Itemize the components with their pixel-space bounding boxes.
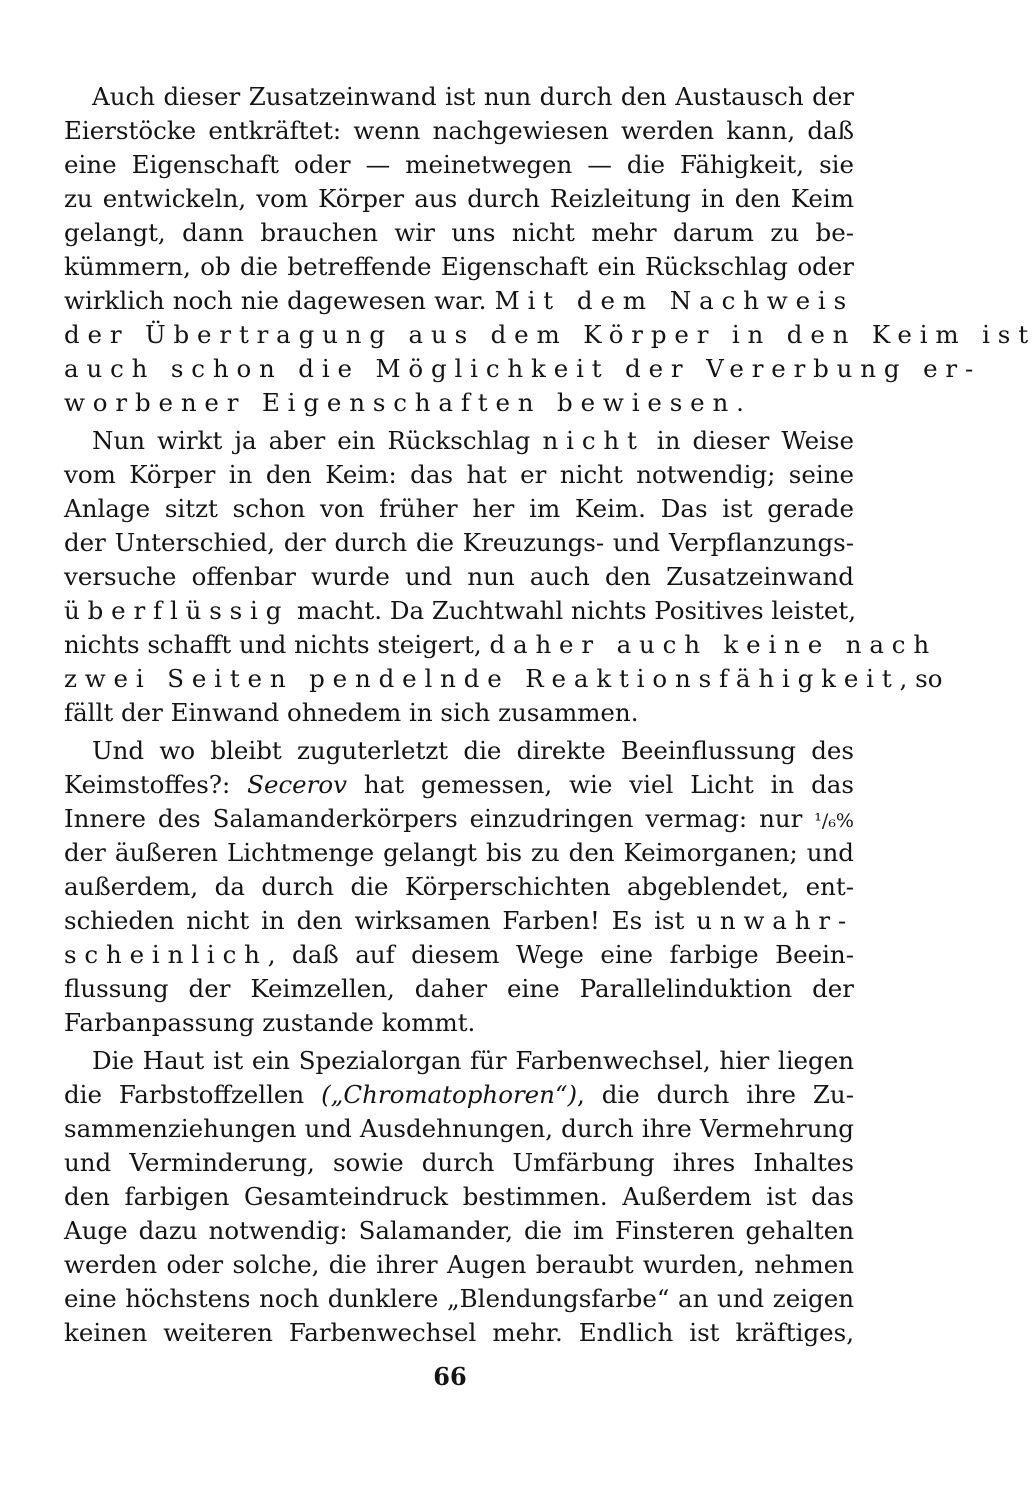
text-line: zwei Seiten pendelnde Reaktionsfähigkeit, so: [64, 664, 943, 693]
text-line: die Farbstoffzellen („Chromatophoren“), die durch ihre Zu-: [64, 1080, 854, 1109]
body-text: [64, 80, 1036, 1354]
text-line: Nun wirkt ja aber ein Rückschlag nicht in dieser Weise: [92, 426, 854, 455]
fraction-percent: ¹/₆%: [814, 810, 854, 832]
italic-term: („Chromatophoren“): [321, 1080, 578, 1109]
text-line: sammenziehungen und Ausdehnungen, durch ihre Vermehrung: [64, 1114, 854, 1143]
text-line: eine höchstens noch dunklere „Blendungsfarbe“ an und zeigen: [64, 1284, 854, 1313]
text-line: schieden nicht in den wirksamen Farben! Es ist unwahr-: [64, 906, 854, 935]
text-line: eine Eigenschaft oder — meinetwegen — die Fähigkeit, sie: [64, 150, 854, 179]
text-line: vom Körper in den Keim: das hat er nicht notwendig; seine: [64, 460, 854, 489]
page-number: 66: [433, 1362, 467, 1391]
text-line: der Unterschied, der durch die Kreuzungs- und Verpflanzungs-: [64, 528, 854, 557]
text-line: Auge dazu notwendig: Salamander, die im Finsteren gehalten: [64, 1216, 854, 1245]
spaced-emphasis: scheinlich: [64, 940, 268, 969]
text-line: und Verminderung, sowie durch Umfärbung ihres Inhaltes: [64, 1148, 854, 1177]
text-line: der äußeren Lichtmenge gelangt bis zu den Keimorganen; und: [64, 838, 854, 867]
spaced-emphasis: zwei Seiten pendelnde Reaktionsfähigkeit: [64, 664, 900, 693]
text-line: Farbanpassung zustande kommt.: [64, 1008, 476, 1037]
text-line: Anlage sitzt schon von früher her im Keim. Das ist gerade: [64, 494, 854, 523]
spaced-emphasis: überflüssig: [64, 596, 290, 625]
text-line: keinen weiteren Farbenwechsel mehr. Endlich ist kräftiges,: [64, 1318, 854, 1347]
text-line: Keimstoffes?: Secerov hat gemessen, wie viel Licht in das: [64, 770, 854, 799]
text-line: versuche offenbar wurde und nun auch den Zusatzeinwand: [64, 562, 854, 591]
spaced-emphasis: worbener Eigenschaften bewiesen: [64, 388, 737, 417]
text-line: werden oder solche, die ihrer Augen beraubt wurden, nehmen: [64, 1250, 854, 1279]
spaced-emphasis: nicht: [542, 426, 645, 455]
text-line: scheinlich, daß auf diesem Wege eine farbige Beein-: [64, 940, 854, 969]
paragraph-1: [64, 80, 1036, 420]
text-line: auch schon die Möglichkeit der Vererbung er-: [64, 354, 982, 383]
text-line: den farbigen Gesamteindruck bestimmen. Außerdem ist das: [64, 1182, 854, 1211]
paragraph-2: [64, 424, 943, 730]
spaced-emphasis: unwahr-: [696, 906, 854, 935]
text-line: der Übertragung aus dem Körper in den Keim ist: [64, 320, 1036, 349]
text-line: Und wo bleibt zuguterletzt die direkte Beeinflussung des: [92, 736, 854, 765]
text-line: nichts schafft und nichts steigert, daher auch keine nach: [64, 630, 937, 659]
paragraph-3: [64, 734, 854, 1040]
paragraph-4: [64, 1044, 854, 1350]
text-line: zu entwickeln, vom Körper aus durch Reizleitung in den Keim: [64, 184, 854, 213]
spaced-emphasis: Mit dem Nachweis: [494, 286, 854, 315]
text-line: Innere des Salamanderkörpers einzudringen vermag: nur ¹/₆%: [64, 804, 854, 833]
text-line: worbener Eigenschaften bewiesen.: [64, 388, 744, 417]
author-name: Secerov: [247, 770, 347, 799]
text-line: außerdem, da durch die Körperschichten abgeblendet, ent-: [64, 872, 854, 901]
text-line: Auch dieser Zusatzeinwand ist nun durch den Austausch der: [92, 82, 854, 111]
text-line: Eierstöcke entkräftet: wenn nachgewiesen werden kann, daß: [64, 116, 854, 145]
text-line: wirklich noch nie dagewesen war. Mit dem Nachweis: [64, 286, 854, 315]
spaced-emphasis: daher auch keine nach: [489, 630, 937, 659]
text-line: flussung der Keimzellen, daher eine Parallelinduktion der: [64, 974, 854, 1003]
text-line: überflüssig macht. Da Zuchtwahl nichts Positives leistet,: [64, 596, 857, 625]
text-line: gelangt, dann brauchen wir uns nicht mehr darum zu be-: [64, 218, 854, 247]
text-line: Die Haut ist ein Spezialorgan für Farbenwechsel, hier liegen: [92, 1046, 854, 1075]
text-line: kümmern, ob die betreffende Eigenschaft ein Rückschlag oder: [64, 252, 854, 281]
text-line: fällt der Einwand ohnedem in sich zusammen.: [64, 698, 639, 727]
